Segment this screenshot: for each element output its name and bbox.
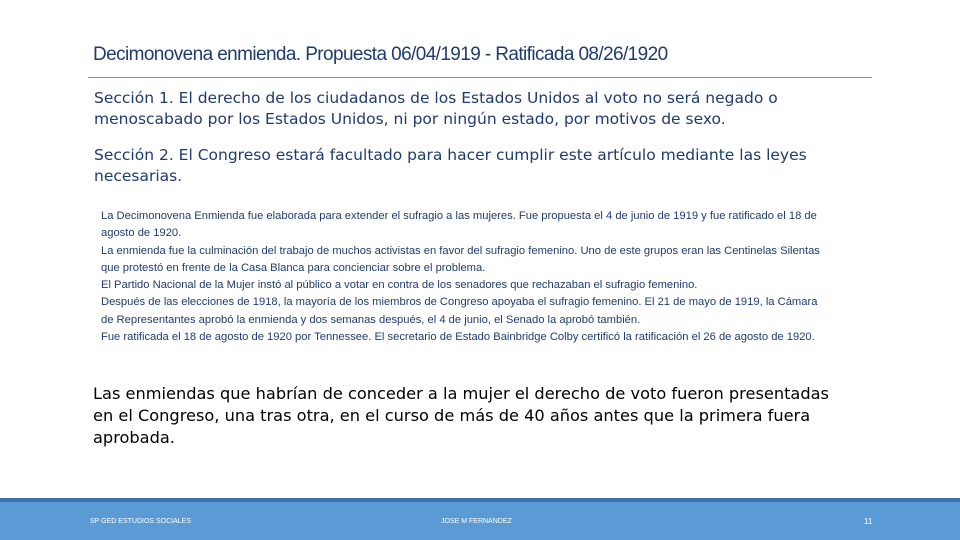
note-paragraph: La Decimonovena Enmienda fue elaborada para extender el sufragio a las mujeres. Fue propuesta el 4 de junio de 1919 y fue ratificado el 18 de agosto de 1920. — [101, 210, 817, 240]
page-number: 11 — [864, 517, 873, 526]
section-2-text: Sección 2. El Congreso estará facultado para hacer cumplir este artículo mediante las leyes necesarias. — [94, 146, 807, 185]
note-paragraph: Fue ratificada el 18 de agosto de 1920 por Tennessee. El secretario de Estado Bainbridge Colby certificó la ratificación el 26 de agosto de 1920. — [101, 331, 815, 344]
note-paragraph: La enmienda fue la culminación del trabajo de muchos activistas en favor del sufragio femenino. Uno de este grupos eran las Centinelas Silentas que protestó en frente de la Casa Blanca para concienciar sobre el problema. — [101, 244, 820, 274]
note-paragraph: Después de las elecciones de 1918, la mayoría de los miembros de Congreso apoyaba el sufragio femenino. El 21 de mayo de 1919, la Cámara de Representantes aprobó la enmienda y dos semanas después, el 4 de junio, el Senado la aprobó también. — [101, 296, 818, 326]
footer-course: SP GED ESTUDIOS SOCIALES — [90, 518, 192, 525]
note-paragraph: El Partido Nacional de la Mujer instó al público a votar en contra de los senadores que rechazaban el sufragio femenino. — [101, 279, 698, 292]
closing-text: Las enmiendas que habrían de conceder a la mujer el derecho de voto fueron presentadas en el Congreso, una tras otra, en el curso de más de 40 años antes que la primera fuera aprobada. — [93, 384, 829, 447]
slide-title: Decimonovena enmienda. Propuesta 06/04/1919 - Ratificada 08/26/1920 — [93, 44, 668, 65]
title-divider — [88, 77, 872, 78]
section-1-text: Sección 1. El derecho de los ciudadanos de los Estados Unidos al voto no será negado o menoscabado por los Estados Unidos, ni por ningún estado, por motivos de sexo. — [94, 89, 778, 128]
footer-author: JOSE M FERNANDEZ — [441, 518, 512, 525]
notes-block — [101, 208, 821, 346]
